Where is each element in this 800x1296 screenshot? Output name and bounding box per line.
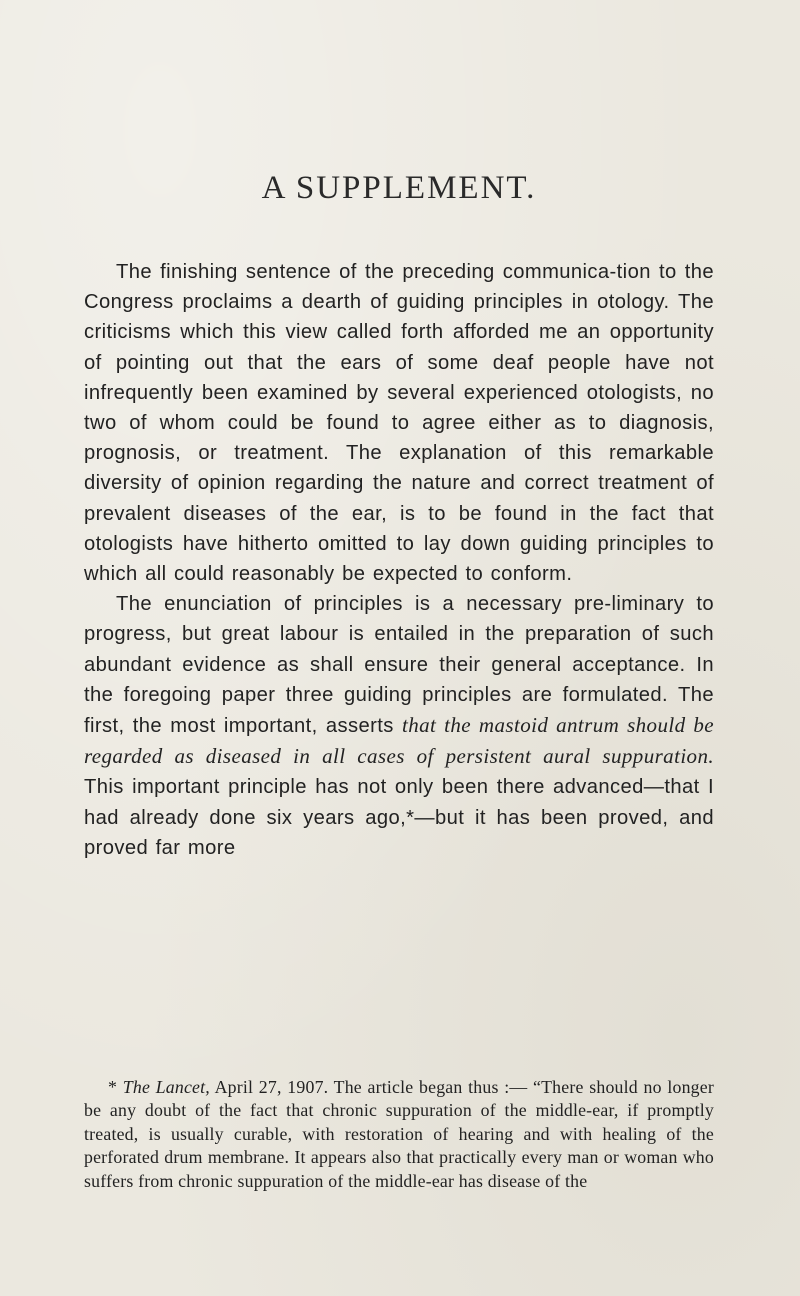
principle-italic: that the mastoid antrum should be regarded as diseased in all cases of persistent aural suppuration. [84, 713, 714, 769]
body-text [84, 257, 714, 863]
footnote-journal: The Lancet, [122, 1077, 210, 1097]
footnote-marker: * [108, 1077, 123, 1097]
paragraph-1: The finishing sentence of the preceding communica-tion to the Congress proclaims a dearth of guiding principles in otology. The criticisms which this view called forth afforded me an opportunity of pointing out that the ears of some deaf people have not infrequently been examined by several experienced otologists, no two of whom could be found to agree either as to diagnosis, prognosis, or treatment. The explanation of this remarkable diversity of opinion regarding the nature and correct treatment of prevalent diseases of the ear, is to be found in the fact that otologists have hitherto omitted to lay down guiding principles to which all could reasonably be expected to conform. [84, 261, 714, 586]
paragraph-2 [84, 589, 714, 863]
paragraph-2-start: The enunciation of principles is a necessary pre-liminary to progress, but great labour is entailed in the preparation of such abundant evidence as shall ensure their general acceptance. In the foregoing paper three guiding principles are formulated. The first, the most important, asserts [84, 593, 714, 738]
footnote [84, 1076, 714, 1193]
footnote-body: April 27, 1907. The article began thus :— “There should no longer be any doubt of the fact that chronic suppuration of the middle-ear, if promptly treated, is usually curable, with restoration of hearing and with healing of the perforated drum membrane. It appears also that practically every man or woman who suffers from chronic suppuration of the middle-ear has disease of the [84, 1077, 714, 1191]
section-heading: A SUPPLEMENT. [261, 170, 537, 206]
paragraph-2-end: This important principle has not only been there advanced—that I had already done six years ago,*—but it has been proved, and proved far more [84, 776, 714, 859]
footnote-text [84, 1076, 714, 1193]
